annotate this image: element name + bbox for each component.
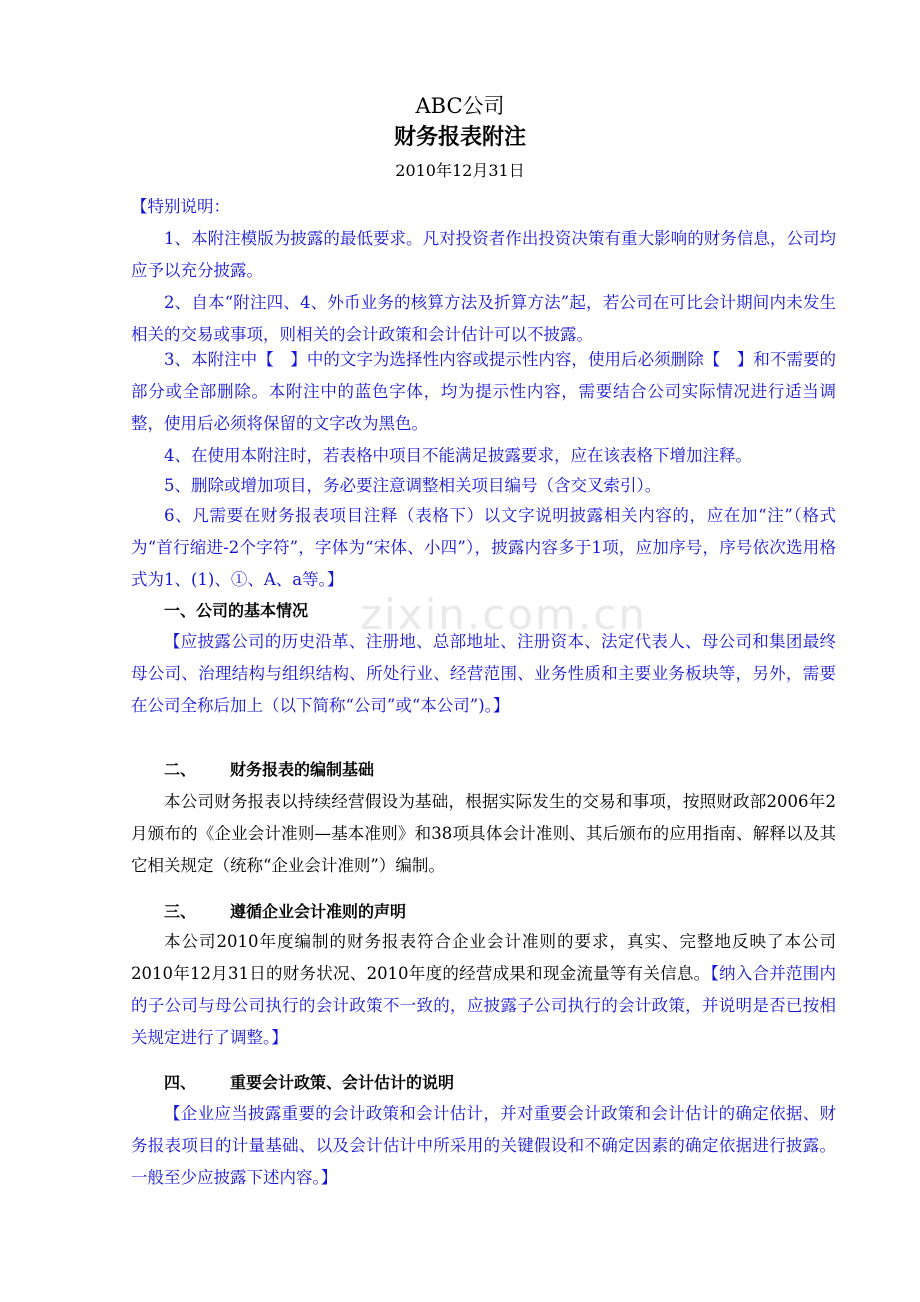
watermark: zixin.com.cn <box>360 590 647 639</box>
special-note-item-6: 6、凡需要在财务报表项目注释（表格下）以文字说明披露相关内容的，应在加“注”（格式为“首行缩进-2个字符”，字体为“宋体、小四”），披露内容多于1项，应加序号，序号依次选用格式为1、(1)、①、A、a等。】 <box>131 506 836 589</box>
section-2-heading <box>164 757 374 780</box>
section-3-body: 本公司2010年度编制的财务报表符合企业会计准则的要求，真实、完整地反映了本公司2010年12月31日的财务状况、2010年度的经营成果和现金流量等有关信息。 <box>131 932 836 983</box>
section-4-heading <box>164 1070 454 1093</box>
special-note-item-2: 2、自本“附注四、4、外币业务的核算方法及折算方法”起，若公司在可比会计期间内未发生相关的交易或事项，则相关的会计政策和会计估计可以不披露。 <box>131 293 836 344</box>
section-3-title: 遵循企业会计准则的声明 <box>230 902 407 921</box>
special-note-item-3: 3、本附注中【 】中的文字为选择性内容或提示性内容，使用后必须删除【 】和不需要的部分或全部删除。本附注中的蓝色字体，均为提示性内容，需要结合公司实际情况进行适当调整，使用后必须将保留的文字改为黑色。 <box>131 350 836 433</box>
section-4-hint: 【企业应当披露重要的会计政策和会计估计，并对重要会计政策和会计估计的确定依据、财务报表项目的计量基础、以及会计估计中所采用的关键假设和不确定因素的确定依据进行披露。一般至少应披露下述内容。】 <box>131 1104 836 1187</box>
section-3-number: 三、 <box>164 902 197 921</box>
section-2-number: 二、 <box>164 760 197 779</box>
section-2-body: 本公司财务报表以持续经营假设为基础，根据实际发生的交易和事项，按照财政部2006年2月颁布的《企业会计准则—基本准则》和38项具体会计准则、其后颁布的应用指南、解释以及其它相关规定（统称“企业会计准则”）编制。 <box>131 792 836 875</box>
section-1-number: 一、 <box>164 601 197 620</box>
section-2-title: 财务报表的编制基础 <box>230 760 375 779</box>
special-note-item-4: 4、在使用本附注时，若表格中项目不能满足披露要求，应在该表格下增加注释。 <box>164 446 752 465</box>
section-1-title: 公司的基本情况 <box>196 601 309 620</box>
section-3-hint: 【纳入合并范围内的子公司与母公司执行的会计政策不一致的，应披露子公司执行的会计政策，并说明是否已按相关规定进行了调整。】 <box>131 964 837 1047</box>
document-date: 2010年12月31日 <box>395 161 525 180</box>
document-title: 财务报表附注 <box>393 124 526 150</box>
company-name: ABC公司 <box>415 94 505 118</box>
section-3-heading <box>164 899 406 922</box>
special-note-item-5: 5、删除或增加项目，务必要注意调整相关项目编号（含交叉索引）。 <box>164 476 662 495</box>
section-4-title: 重要会计政策、会计估计的说明 <box>230 1073 455 1092</box>
section-1-hint: 【应披露公司的历史沿革、注册地、总部地址、注册资本、法定代表人、母公司和集团最终母公司、治理结构与组织结构、所处行业、经营范围、业务性质和主要业务板块等，另外，需要在公司全称后加上（以下简称“公司”或“本公司”)。】 <box>131 632 836 715</box>
section-4-number: 四、 <box>164 1073 197 1092</box>
section-3-paragraph <box>131 926 836 1054</box>
special-note-item-1: 1、本附注模版为披露的最低要求。凡对投资者作出投资决策有重大影响的财务信息，公司均应予以充分披露。 <box>131 229 836 280</box>
special-note-heading: 【特别说明： <box>131 197 230 216</box>
section-1-heading <box>164 598 308 621</box>
